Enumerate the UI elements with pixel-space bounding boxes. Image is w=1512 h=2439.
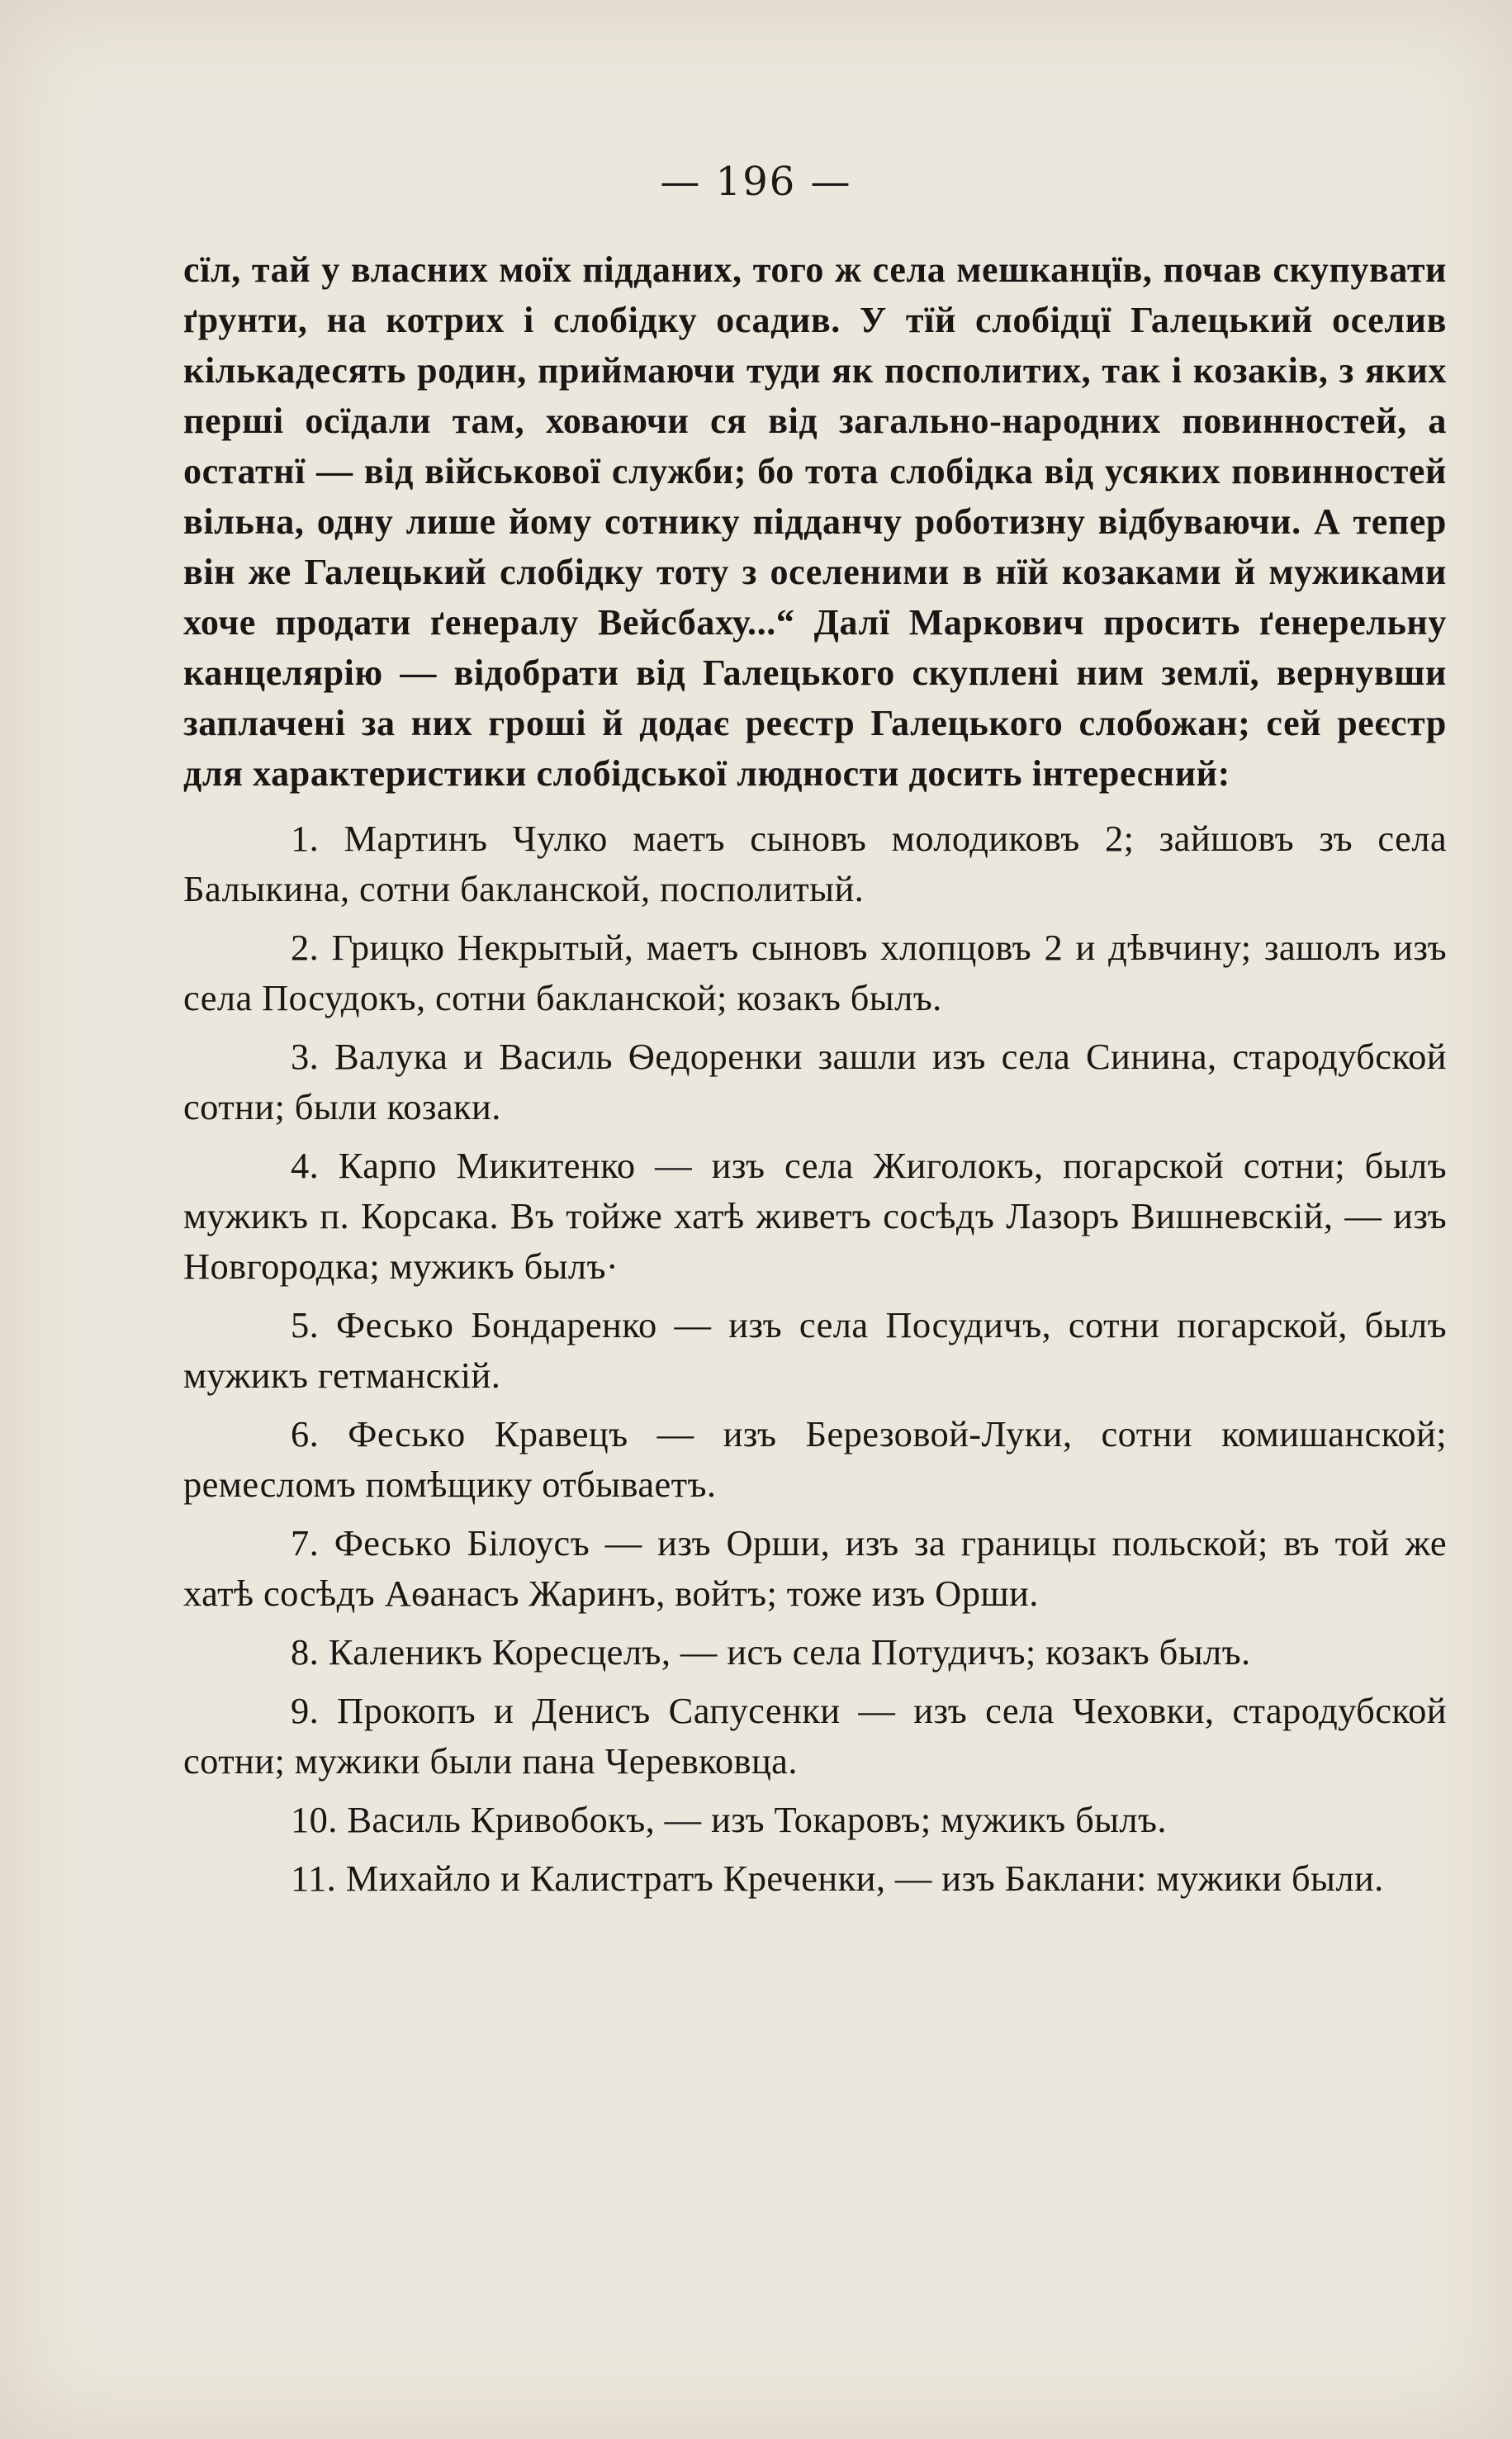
list-item: 7. Феськo Бiлоусъ — изъ Орши, изъ за границы польской; въ той же хатѣ сосѣдъ Аѳанасъ Жаринъ, войтъ; тоже изъ Орши. xyxy=(183,1522,1447,1614)
list-item: 3. Валука и Василь Ѳедоренки зашли изъ села Синина, стародубской сотни; были козаки. xyxy=(183,1036,1447,1127)
list-item: 10. Василь Кривобокъ, — изъ Токаровъ; мужикъ былъ. xyxy=(291,1799,1167,1840)
list-item: 6. Феськo Кравецъ — изъ Березовой-Луки, сотни комишанской; ремесломъ помѣщику отбываетъ. xyxy=(183,1413,1447,1505)
intro-paragraph: сїл, тай у власних моїх пiдданих, того ж села мешканцїв, почав скупувати ґрунти, на котрих і слобідку осадив. У тїй слобідцї Галецький оселив кількадесять родин, приймаючи туди як посполитих, так і козаків, з яких перші осїдали там, ховаючи ся від загально-народних повинностей, а остатнї — від військової служби; бо тота слобідка від усяких повинностей вільна, одну лише йому сотнику підданчу роботизну відбуваючи. А тепер він же Галецький слобідку тоту з оселеними в нїй козаками й мужиками хоче продати ґенералу Вейсбаху...“ Далї Маркович просить ґенерельну канцелярію — відобрати від Галецького скуплені ним землї, вернувши заплачені за них гроші й додає реєстр Галецького слобожан; сей реєстр для характеристики слобідської людности досить інтересний: xyxy=(183,249,1447,794)
list-item: 8. Каленикъ Коресцелъ, — исъ села Потудичъ; козакъ былъ. xyxy=(291,1631,1251,1673)
list-item: 5. Феськo Бондаренко — изъ села Посудичъ, сотни погарской, былъ мужикъ гетманскій. xyxy=(183,1304,1447,1396)
list-item: 2. Грицко Некрытый, маетъ сыновъ хлопцовъ 2 и дѣвчину; зашолъ изъ села Посудокъ, сотни бакланской; козакъ былъ. xyxy=(183,927,1447,1018)
page-number: — 196 — xyxy=(660,159,852,205)
page-text xyxy=(183,244,1447,1912)
register-list xyxy=(183,814,1447,1904)
list-item: 4. Карпо Микитенко — изъ села Жиголокъ, погарской сотни; былъ мужикъ п. Корсака. Въ тойже хатѣ живетъ сосѣдъ Лазоръ Вишневскій, — изъ Новгородка; мужикъ былъ· xyxy=(183,1145,1447,1287)
list-item: 9. Прокопъ и Денисъ Сапусенки — изъ села Чеховки, стародубской сотни; мужики были пана Черевковца. xyxy=(183,1690,1447,1782)
list-item: 1. Мартинъ Чулко маетъ сыновъ молодиковъ 2; зайшовъ зъ села Балыкина, сотни бакланской, посполитый. xyxy=(183,818,1447,909)
list-item: 11. Михайло и Калистратъ Кречeнки, — изъ Баклани: мужики были. xyxy=(291,1858,1384,1899)
